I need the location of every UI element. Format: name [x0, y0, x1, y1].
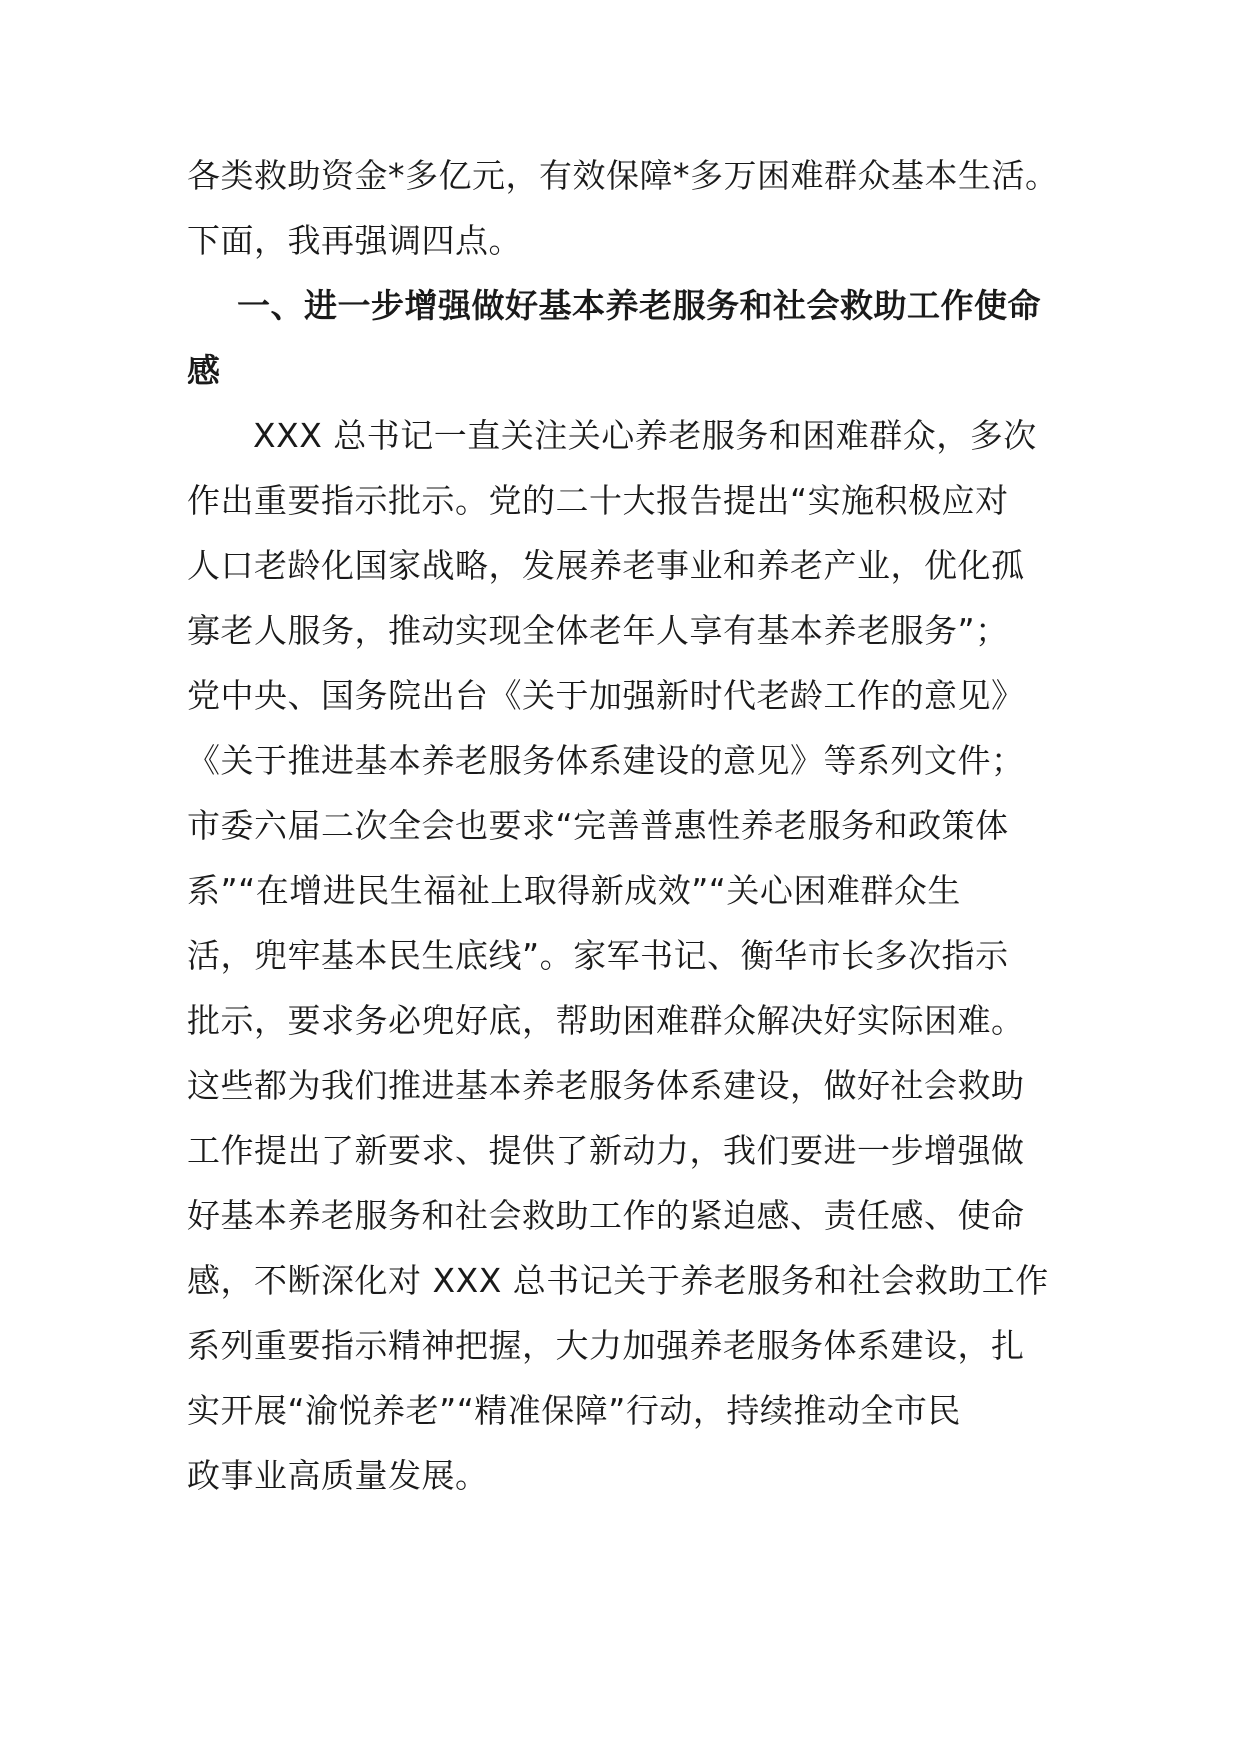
body-line-15: 系列重要指示精神把握，大力加强养老服务体系建设，扎 [187, 1326, 1025, 1365]
intro-line-2: 下面，我再强调四点。 [187, 221, 522, 260]
body-line-12: 工作提出了新要求、提供了新动力，我们要进一步增强做 [187, 1131, 1025, 1170]
body-line-8: 系”“在增进民生福祉上取得新成效”“关心困难群众生 [187, 871, 961, 910]
body-line-3: 人口老龄化国家战略，发展养老事业和养老产业，优化孤 [187, 546, 1025, 585]
intro-paragraph [187, 143, 1057, 273]
body-line-1: XXX 总书记一直关注关心养老服务和困难群众，多次 [253, 416, 1037, 455]
body-line-14: 感，不断深化对 XXX 总书记关于养老服务和社会救助工作 [187, 1261, 1049, 1300]
body-line-11: 这些都为我们推进基本养老服务体系建设，做好社会救助 [187, 1066, 1025, 1105]
body-line-16: 实开展“渝悦养老”“精准保障”行动，持续推动全市民 [187, 1391, 961, 1430]
section-1-body [187, 403, 1057, 1508]
section-1-heading-line-2: 感 [187, 351, 221, 390]
section-1-heading-line-1: 一、进一步增强做好基本养老服务和社会救助工作使命 [237, 286, 1041, 325]
section-1-heading [187, 273, 1057, 403]
body-line-2: 作出重要指示批示。党的二十大报告提出“实施积极应对 [187, 481, 1009, 520]
intro-line-1: 各类救助资金*多亿元，有效保障*多万困难群众基本生活。 [187, 156, 1059, 195]
body-line-13: 好基本养老服务和社会救助工作的紧迫感、责任感、使命 [187, 1196, 1025, 1235]
body-line-4: 寡老人服务，推动实现全体老年人享有基本养老服务”； [187, 611, 1009, 650]
body-line-9: 活，兜牢基本民生底线”。家军书记、衡华市长多次指示 [187, 936, 1009, 975]
body-line-10: 批示，要求务必兜好底，帮助困难群众解决好实际困难。 [187, 1001, 1025, 1040]
body-line-5: 党中央、国务院出台《关于加强新时代老龄工作的意见》 [187, 676, 1025, 715]
body-line-6: 《关于推进基本养老服务体系建设的意见》等系列文件； [187, 741, 1025, 780]
body-line-17: 政事业高质量发展。 [187, 1456, 489, 1495]
body-line-7: 市委六届二次全会也要求“完善普惠性养老服务和政策体 [187, 806, 1009, 845]
